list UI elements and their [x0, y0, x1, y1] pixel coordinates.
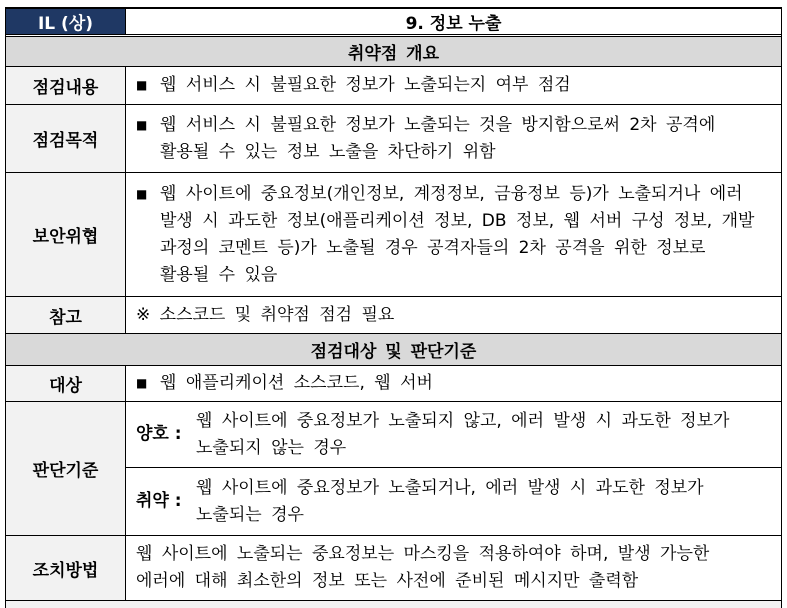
- judgement-vulnerable: [126, 468, 781, 535]
- row-reference: [6, 297, 781, 334]
- reference-note: ※ 소스코드 및 취약점 점검 필요: [136, 304, 395, 325]
- item-title: 9. 정보 누출: [405, 14, 502, 34]
- bullet-square: ■: [136, 186, 148, 201]
- row-content: [126, 366, 781, 401]
- content-line: 노출되는 경우: [196, 504, 304, 525]
- good-tag: 양호 :: [136, 424, 182, 444]
- bullet-square: ■: [136, 78, 148, 92]
- content-line: 웹 사이트에 중요정보가 노출되지 않고, 에러 발생 시 과도한 정보가: [196, 410, 730, 431]
- content-line: 발생 시 과도한 정보(애플리케이션 정보, DB 정보, 웹 서버 구성 정보, 개발: [160, 210, 755, 231]
- row-check-content: [6, 67, 781, 105]
- row-label: 점검내용: [6, 67, 126, 104]
- content-line: 에러에 대해 최소한의 정보 또는 사전에 준비된 메시지만 출력함: [136, 571, 639, 591]
- row-content: [126, 67, 781, 104]
- row-content: [126, 173, 781, 296]
- content-line: 웹 사이트에 노출되는 중요정보는 마스킹을 적용하여야 하며, 발생 가능한: [136, 544, 710, 564]
- row-security-threat: [6, 173, 781, 297]
- vulnerable-tag: 취약 :: [136, 491, 182, 511]
- row-label: 보안위협: [6, 173, 126, 296]
- judgement-cells: [126, 402, 781, 535]
- content-line: 활용될 수 있는 정보 노출을 차단하기 위함: [160, 141, 496, 162]
- bullet-square: ■: [136, 117, 148, 132]
- importance-level-cell: IL (상): [6, 9, 126, 34]
- row-content: [126, 105, 781, 172]
- row-target: [6, 366, 781, 402]
- section-overview-header: 취약점 개요: [6, 37, 781, 67]
- content-line: 웹 사이트에 중요정보가 노출되거나, 에러 발생 시 과도한 정보가: [196, 477, 704, 498]
- row-check-purpose: [6, 105, 781, 173]
- vulnerability-table: [5, 7, 782, 608]
- row-label: 참고: [6, 297, 126, 333]
- content-line: 웹 서비스 시 불필요한 정보가 노출되는지 여부 점검: [160, 75, 571, 95]
- row-judgement-criteria: [6, 402, 781, 536]
- next-row-cutoff: [6, 601, 781, 608]
- row-label: 점검목적: [6, 105, 126, 172]
- row-label: 판단기준: [6, 402, 126, 535]
- row-label: 대상: [6, 366, 126, 401]
- content-line: 웹 사이트에 중요정보(개인정보, 계정정보, 금융정보 등)가 노출되거나 에러: [160, 183, 743, 204]
- row-content: [126, 297, 781, 333]
- content-line: 노출되지 않는 경우: [196, 437, 347, 458]
- section-criteria-header: 점검대상 및 판단기준: [6, 334, 781, 366]
- content-line: 과정의 코멘트 등)가 노출될 경우 공격자들의 2차 공격을 위한 정보로: [160, 237, 706, 258]
- content-line: 활용될 수 있음: [160, 264, 278, 285]
- row-label: 조치방법: [6, 536, 126, 600]
- row-action: [6, 536, 781, 601]
- judgement-good: [126, 402, 781, 468]
- bullet-square: ■: [136, 376, 148, 390]
- row-content: [126, 536, 781, 600]
- table-header-row: [6, 9, 781, 37]
- content-line: 웹 애플리케이션 소스코드, 웹 서버: [160, 373, 433, 393]
- content-line: 웹 서비스 시 불필요한 정보가 노출되는 것을 방지함으로써 2차 공격에: [160, 114, 716, 135]
